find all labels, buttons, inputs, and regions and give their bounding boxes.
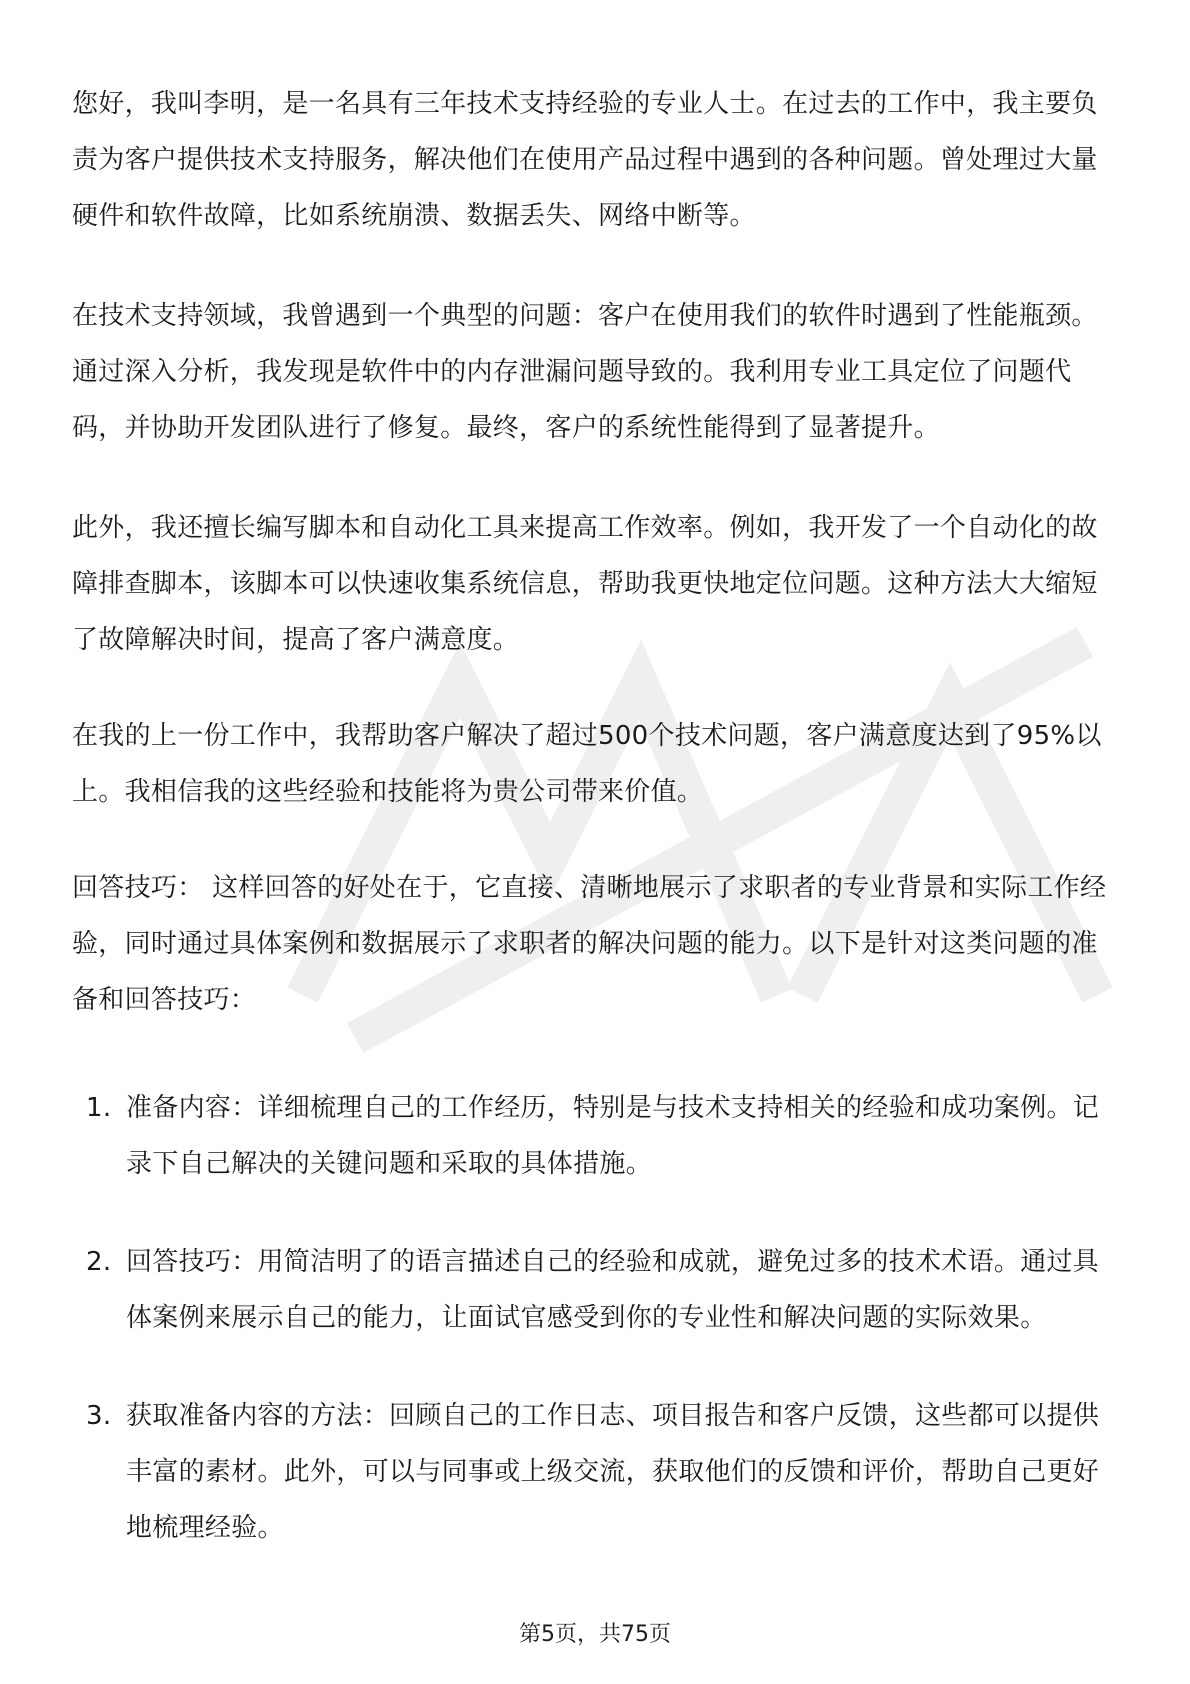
tips-list [72, 1080, 1122, 1556]
list-item-text: 准备内容：详细梳理自己的工作经历，特别是与技术支持相关的经验和成功案例。记录下自己解决的关键问题和采取的具体措施。 [126, 1093, 1100, 1179]
list-item [72, 1234, 1122, 1346]
list-item [72, 1388, 1122, 1556]
skills-paragraph: 此外，我还擅长编写脚本和自动化工具来提高工作效率。例如，我开发了一个自动化的故障排查脚本，该脚本可以快速收集系统信息，帮助我更快地定位问题。这种方法大大缩短了故障解决时间，提高了客户满意度。 [72, 513, 1098, 655]
case-paragraph: 在技术支持领域，我曾遇到一个典型的问题：客户在使用我们的软件时遇到了性能瓶颈。通过深入分析，我发现是软件中的内存泄漏问题导致的。我利用专业工具定位了问题代码，并协助开发团队进行了修复。最终，客户的系统性能得到了显著提升。 [72, 301, 1098, 443]
achievement-paragraph: 在我的上一份工作中，我帮助客户解决了超过500个技术问题，客户满意度达到了95%以上。我相信我的这些经验和技能将为贵公司带来价值。 [72, 721, 1102, 807]
list-item [72, 1080, 1122, 1192]
page-number: 第5页，共75页 [519, 1622, 671, 1647]
list-item-number: 3. [86, 1401, 112, 1431]
tips-intro-paragraph: 回答技巧： 这样回答的好处在于，它直接、清晰地展示了求职者的专业背景和实际工作经验，同时通过具体案例和数据展示了求职者的解决问题的能力。以下是针对这类问题的准备和回答技巧： [72, 873, 1107, 1015]
list-item-number: 2. [86, 1247, 112, 1277]
list-item-text: 获取准备内容的方法：回顾自己的工作日志、项目报告和客户反馈，这些都可以提供丰富的素材。此外，可以与同事或上级交流，获取他们的反馈和评价，帮助自己更好地梳理经验。 [126, 1401, 1100, 1543]
intro-paragraph: 您好，我叫李明，是一名具有三年技术支持经验的专业人士。在过去的工作中，我主要负责为客户提供技术支持服务，解决他们在使用产品过程中遇到的各种问题。曾处理过大量硬件和软件故障，比如系统崩溃、数据丢失、网络中断等。 [72, 89, 1098, 231]
main-content [72, 76, 1122, 1598]
list-item-text: 回答技巧：用简洁明了的语言描述自己的经验和成就，避免过多的技术术语。通过具体案例来展示自己的能力，让面试官感受到你的专业性和解决问题的实际效果。 [126, 1247, 1100, 1333]
list-item-number: 1. [86, 1093, 112, 1123]
